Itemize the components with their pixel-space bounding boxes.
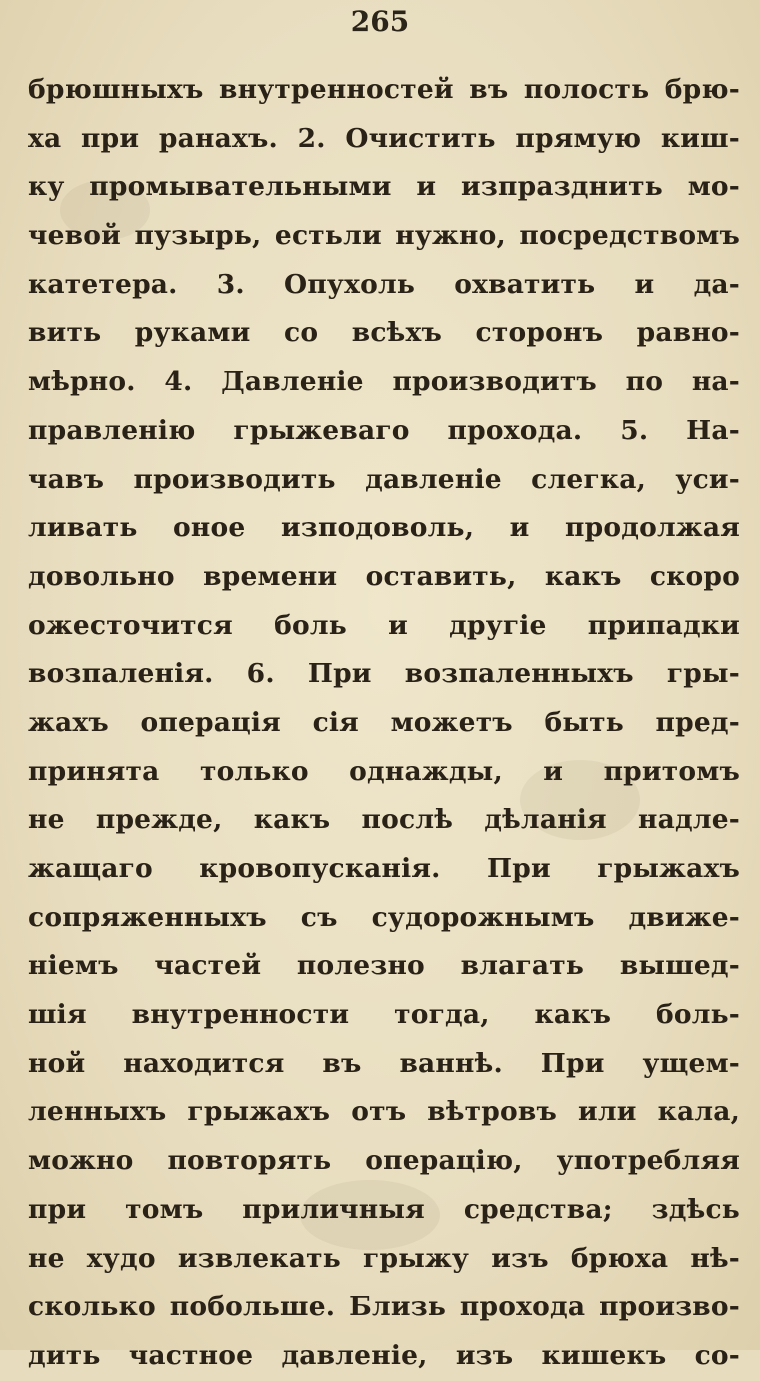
text-line: жащаго кровопусканія. При грыжахъ [28,853,740,884]
page-number: 265 [350,5,410,38]
text-line: ха при ранахъ. 2. Очистить прямую киш- [28,122,740,154]
text-line: шія внутренности тогда, какъ боль- [28,999,740,1031]
text-line: жахъ операція сія можетъ быть пред- [28,706,740,738]
text-line: ку промывательными и изпразднить мо- [28,171,740,203]
text-line: при томъ приличныя средства; здѣсь [28,1193,740,1225]
text-line: сопряженныхъ съ судорожнымъ движе- [28,901,740,933]
text-line: сколько побольше. Близь прохода произво- [28,1291,740,1323]
text-line: ожесточится боль и другіе припадки [28,609,740,641]
text-line: возпаленія. 6. При возпаленныхъ гры- [28,658,740,690]
text-line: катетера. 3. Опухоль охватить и да- [28,268,740,300]
text-line: довольно времени оставить, какъ скоро [28,560,740,592]
text-line: ніемъ частей полезно влагать вышед- [28,950,740,982]
text-line: чавъ производить давленіе слегка, уси- [28,463,740,495]
text-line: правленію грыжеваго прохода. 5. На- [28,414,740,446]
text-line: не худо извлекать грыжу изъ брюха нѣ- [28,1242,740,1274]
text-line: можно повторять операцію, употребляя [28,1145,740,1177]
text-line: ливать оное изподоволь, и продолжая [28,512,740,544]
text-line: вить руками со всѣхъ сторонъ равно- [28,317,740,349]
text-line: дить частное давленіе, изъ кишекъ со- [28,1339,740,1371]
text-line: ленныхъ грыжахъ отъ вѣтровъ или кала, [28,1096,740,1128]
text-line: брюшныхъ внутренностей въ полость брю- [28,74,740,105]
text-line: чевой пузырь, естьли нужно, посредствомъ [28,220,740,252]
text-line: не прежде, какъ послѣ дѣланія надле- [28,804,740,836]
text-line: принята только однажды, и притомъ [28,755,740,787]
page-text [28,66,740,1381]
text-line: мѣрно. 4. Давленіе производитъ по на- [28,366,740,398]
text-line: ной находится въ ваннѣ. При ущем- [28,1047,740,1079]
